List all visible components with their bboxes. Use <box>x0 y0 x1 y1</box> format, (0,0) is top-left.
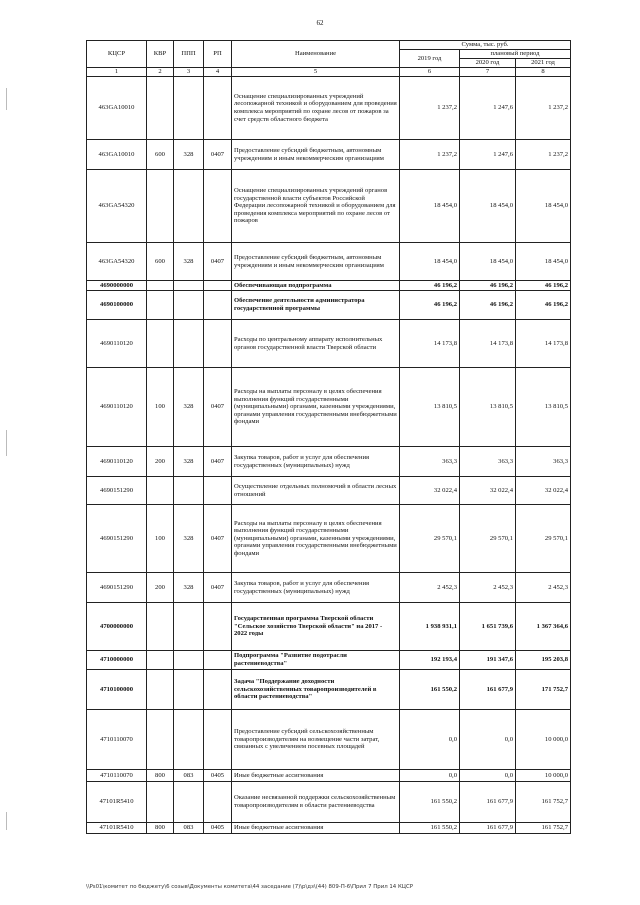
column-index-cell: 5 <box>232 68 400 77</box>
cell-2020: 2 452,3 <box>460 573 516 603</box>
cell-2021: 1 367 364,6 <box>516 603 571 651</box>
cell-2021: 32 022,4 <box>516 477 571 505</box>
cell-ppp <box>174 77 204 140</box>
header-planned: плановый период <box>460 50 571 59</box>
cell-code: 4690110120 <box>87 447 147 477</box>
cell-ppp <box>174 670 204 710</box>
cell-code: 4710100000 <box>87 670 147 710</box>
cell-2020: 363,3 <box>460 447 516 477</box>
column-index-cell: 8 <box>516 68 571 77</box>
cell-kvr <box>147 651 174 670</box>
cell-name: Расходы по центральному аппарату исполнительных органов государственной власти Тверской области <box>232 320 400 368</box>
table-row <box>87 782 571 823</box>
header-sum: Сумма, тыс. руб. <box>400 41 571 50</box>
cell-rp <box>204 170 232 243</box>
cell-name: Задача "Поддержание доходности сельскохозяйственных товаропроизводителей в области растениеводства" <box>232 670 400 710</box>
margin-mark <box>6 88 7 110</box>
cell-ppp: 328 <box>174 140 204 170</box>
cell-2021: 14 173,8 <box>516 320 571 368</box>
cell-rp: 0407 <box>204 140 232 170</box>
cell-2020: 18 454,0 <box>460 170 516 243</box>
table-row <box>87 823 571 834</box>
cell-name: Расходы на выплаты персоналу в целях обеспечения выполнения функций государственными (муниципальными) органами, казенными учреждениями, органами управления государственными внебюджетными фондами <box>232 505 400 573</box>
cell-code: 47101R5410 <box>87 782 147 823</box>
cell-kvr: 100 <box>147 368 174 447</box>
cell-name: Закупка товаров, работ и услуг для обеспечения государственных (муниципальных) нужд <box>232 573 400 603</box>
cell-rp <box>204 603 232 651</box>
cell-2021: 2 452,3 <box>516 573 571 603</box>
cell-rp: 0407 <box>204 368 232 447</box>
cell-rp: 0407 <box>204 505 232 573</box>
header-name: Наименование <box>232 41 400 68</box>
cell-2020: 32 022,4 <box>460 477 516 505</box>
cell-name: Оснащение специализированных учреждений лесопожарной техникой и оборудованием для проведения комплекса мероприятий по охране лесов от пожаров за счет средств областного бюджета <box>232 77 400 140</box>
cell-rp: 0407 <box>204 573 232 603</box>
cell-2019: 32 022,4 <box>400 477 460 505</box>
cell-2020: 29 570,1 <box>460 505 516 573</box>
cell-kvr: 600 <box>147 140 174 170</box>
column-index-cell: 6 <box>400 68 460 77</box>
column-index-cell: 2 <box>147 68 174 77</box>
cell-2019: 1 237,2 <box>400 77 460 140</box>
cell-2021: 363,3 <box>516 447 571 477</box>
column-index-cell: 1 <box>87 68 147 77</box>
page-number: 62 <box>316 19 324 27</box>
cell-kvr <box>147 77 174 140</box>
cell-2021: 13 810,5 <box>516 368 571 447</box>
cell-2020: 1 247,6 <box>460 77 516 140</box>
cell-name: Иные бюджетные ассигнования <box>232 770 400 782</box>
cell-2020: 161 677,9 <box>460 823 516 834</box>
cell-2019: 363,3 <box>400 447 460 477</box>
cell-2021: 10 000,0 <box>516 710 571 770</box>
table-row <box>87 670 571 710</box>
cell-ppp: 328 <box>174 368 204 447</box>
cell-kvr <box>147 320 174 368</box>
cell-2019: 0,0 <box>400 710 460 770</box>
cell-code: 463GA10010 <box>87 77 147 140</box>
table-row <box>87 603 571 651</box>
cell-kvr <box>147 477 174 505</box>
cell-2020: 13 810,5 <box>460 368 516 447</box>
cell-kvr: 800 <box>147 823 174 834</box>
cell-code: 4690000000 <box>87 281 147 291</box>
cell-rp: 0405 <box>204 823 232 834</box>
cell-2019: 161 550,2 <box>400 823 460 834</box>
cell-code: 4710110070 <box>87 710 147 770</box>
cell-2019: 192 193,4 <box>400 651 460 670</box>
cell-rp <box>204 782 232 823</box>
cell-code: 4690151290 <box>87 477 147 505</box>
cell-code: 4690110120 <box>87 320 147 368</box>
cell-rp: 0405 <box>204 770 232 782</box>
cell-name: Закупка товаров, работ и услуг для обеспечения государственных (муниципальных) нужд <box>232 447 400 477</box>
cell-2020: 1 651 739,6 <box>460 603 516 651</box>
cell-2021: 46 196,2 <box>516 281 571 291</box>
cell-2020: 161 677,9 <box>460 670 516 710</box>
cell-kvr: 100 <box>147 505 174 573</box>
cell-kvr <box>147 281 174 291</box>
cell-rp <box>204 670 232 710</box>
cell-name: Обеспечивающая подпрограмма <box>232 281 400 291</box>
cell-name: Предоставление субсидий бюджетным, автономным учреждениям и иным некоммерческим организациям <box>232 243 400 281</box>
cell-2020: 18 454,0 <box>460 243 516 281</box>
table-row <box>87 710 571 770</box>
margin-mark <box>6 812 7 830</box>
cell-name: Осуществление отдельных полномочий в области лесных отношений <box>232 477 400 505</box>
cell-rp <box>204 477 232 505</box>
table-row <box>87 140 571 170</box>
cell-2020: 1 247,6 <box>460 140 516 170</box>
cell-2021: 161 752,7 <box>516 782 571 823</box>
cell-ppp: 328 <box>174 505 204 573</box>
cell-ppp: 083 <box>174 823 204 834</box>
cell-2019: 0,0 <box>400 770 460 782</box>
cell-2021: 10 000,0 <box>516 770 571 782</box>
cell-2019: 161 550,2 <box>400 670 460 710</box>
table-row <box>87 573 571 603</box>
cell-2021: 46 196,2 <box>516 291 571 320</box>
cell-2021: 1 237,2 <box>516 77 571 140</box>
cell-2021: 171 752,7 <box>516 670 571 710</box>
table-row <box>87 77 571 140</box>
cell-2021: 1 237,2 <box>516 140 571 170</box>
margin-mark <box>6 430 7 456</box>
column-index-row <box>87 68 571 77</box>
cell-name: Расходы на выплаты персоналу в целях обеспечения выполнения функций государственными (муниципальными) органами, казенными учреждениями, органами управления государственными внебюджетными фондами <box>232 368 400 447</box>
cell-code: 4710000000 <box>87 651 147 670</box>
header-code: КЦСР <box>87 41 147 68</box>
cell-2020: 14 173,8 <box>460 320 516 368</box>
cell-2021: 195 203,8 <box>516 651 571 670</box>
cell-2019: 46 196,2 <box>400 281 460 291</box>
cell-2019: 2 452,3 <box>400 573 460 603</box>
cell-name: Предоставление субсидий бюджетным, автономным учреждениям и иным некоммерческим организациям <box>232 140 400 170</box>
cell-kvr: 200 <box>147 447 174 477</box>
table-row <box>87 651 571 670</box>
cell-2020: 161 677,9 <box>460 782 516 823</box>
header-kvr: КВР <box>147 41 174 68</box>
cell-kvr <box>147 291 174 320</box>
table-row <box>87 770 571 782</box>
cell-code: 463GA10010 <box>87 140 147 170</box>
header-2019: 2019 год <box>400 50 460 68</box>
cell-2019: 1 938 931,1 <box>400 603 460 651</box>
cell-code: 4700000000 <box>87 603 147 651</box>
file-path-footer: \\Ps01\комитет по бюджету\6 созыв\Документы комитета\44 заседание (7)\р\дз\(44) 809-П-6\Прил 7 Прил 14 КЦСР <box>86 884 413 890</box>
table-row <box>87 477 571 505</box>
cell-name: Предоставление субсидий сельскохозяйственным товаропроизводителям на возмещение части затрат, связанных с увеличением посевных площадей <box>232 710 400 770</box>
cell-ppp <box>174 782 204 823</box>
cell-2021: 29 570,1 <box>516 505 571 573</box>
cell-ppp <box>174 281 204 291</box>
cell-2019: 29 570,1 <box>400 505 460 573</box>
table-row <box>87 291 571 320</box>
cell-kvr <box>147 670 174 710</box>
cell-code: 4690110120 <box>87 368 147 447</box>
table-row <box>87 368 571 447</box>
cell-2021: 161 752,7 <box>516 823 571 834</box>
cell-code: 463GA54320 <box>87 243 147 281</box>
table-row <box>87 243 571 281</box>
cell-2019: 18 454,0 <box>400 243 460 281</box>
cell-kvr: 600 <box>147 243 174 281</box>
cell-ppp: 328 <box>174 447 204 477</box>
column-index-cell: 7 <box>460 68 516 77</box>
cell-2019: 46 196,2 <box>400 291 460 320</box>
cell-kvr <box>147 710 174 770</box>
cell-code: 463GA54320 <box>87 170 147 243</box>
cell-rp <box>204 281 232 291</box>
cell-rp <box>204 320 232 368</box>
cell-ppp <box>174 603 204 651</box>
table-row <box>87 505 571 573</box>
cell-name: Иные бюджетные ассигнования <box>232 823 400 834</box>
cell-2020: 46 196,2 <box>460 291 516 320</box>
cell-2019: 13 810,5 <box>400 368 460 447</box>
cell-kvr: 800 <box>147 770 174 782</box>
table-row <box>87 281 571 291</box>
cell-rp <box>204 710 232 770</box>
cell-name: Обеспечение деятельности администратора государственной программы <box>232 291 400 320</box>
cell-kvr <box>147 782 174 823</box>
cell-rp <box>204 77 232 140</box>
cell-rp <box>204 651 232 670</box>
cell-ppp <box>174 477 204 505</box>
cell-2021: 18 454,0 <box>516 243 571 281</box>
budget-table <box>86 40 571 834</box>
cell-code: 4710110070 <box>87 770 147 782</box>
header-rp: РП <box>204 41 232 68</box>
table-row <box>87 170 571 243</box>
table-header <box>87 41 571 77</box>
cell-2020: 0,0 <box>460 770 516 782</box>
cell-ppp: 083 <box>174 770 204 782</box>
cell-code: 47101R5410 <box>87 823 147 834</box>
header-ppp: ППП <box>174 41 204 68</box>
cell-2020: 0,0 <box>460 710 516 770</box>
cell-rp: 0407 <box>204 447 232 477</box>
cell-name: Оснащение специализированных учреждений органов государственной власти субъектов Российской Федерации лесопожарной техникой и оборудованием для проведения комплекса мероприятий по охране лесов от пожаров <box>232 170 400 243</box>
cell-kvr <box>147 170 174 243</box>
cell-2019: 161 550,2 <box>400 782 460 823</box>
column-index-cell: 3 <box>174 68 204 77</box>
cell-2019: 14 173,8 <box>400 320 460 368</box>
cell-2020: 46 196,2 <box>460 281 516 291</box>
cell-name: Оказание несвязанной поддержки сельскохозяйственным товаропроизводителям в области растениеводства <box>232 782 400 823</box>
cell-2019: 1 237,2 <box>400 140 460 170</box>
cell-name: Государственная программа Тверской области "Сельское хозяйство Тверской области" на 2017 - 2022 годы <box>232 603 400 651</box>
cell-code: 4690151290 <box>87 505 147 573</box>
cell-ppp <box>174 320 204 368</box>
cell-ppp: 328 <box>174 573 204 603</box>
cell-kvr <box>147 603 174 651</box>
cell-ppp <box>174 291 204 320</box>
cell-rp: 0407 <box>204 243 232 281</box>
header-2021: 2021 год <box>516 59 571 68</box>
header-2020: 2020 год <box>460 59 516 68</box>
cell-2021: 18 454,0 <box>516 170 571 243</box>
cell-rp <box>204 291 232 320</box>
cell-code: 4690100000 <box>87 291 147 320</box>
cell-ppp <box>174 651 204 670</box>
cell-ppp <box>174 710 204 770</box>
cell-ppp: 328 <box>174 243 204 281</box>
cell-code: 4690151290 <box>87 573 147 603</box>
column-index-cell: 4 <box>204 68 232 77</box>
table-row <box>87 447 571 477</box>
cell-ppp <box>174 170 204 243</box>
table-row <box>87 320 571 368</box>
cell-kvr: 200 <box>147 573 174 603</box>
table-body <box>87 77 571 834</box>
cell-name: Подпрограмма "Развитие подотрасли растениеводства" <box>232 651 400 670</box>
cell-2020: 191 347,6 <box>460 651 516 670</box>
cell-2019: 18 454,0 <box>400 170 460 243</box>
